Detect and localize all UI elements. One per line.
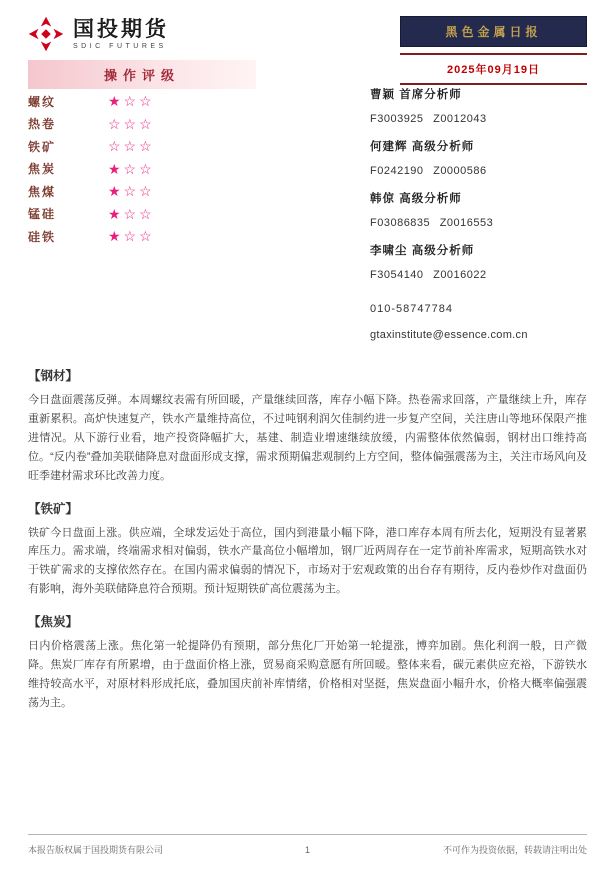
commodity-label: 热卷: [28, 117, 57, 132]
section-iron-ore: [28, 499, 587, 600]
star-rating: ★☆☆: [108, 183, 155, 200]
analysts-panel: [370, 86, 590, 341]
brand-logo: [28, 16, 169, 52]
page-footer: [28, 834, 587, 856]
brand-subtitle: SDIC FUTURES: [73, 43, 167, 51]
commodity-label: 焦炭: [28, 162, 57, 177]
star-rating: ★☆☆: [108, 93, 155, 110]
brand-name: 国投期货: [73, 17, 169, 41]
footer-page-number: 1: [304, 844, 311, 855]
star-rating: ★☆☆: [108, 205, 155, 222]
star-rating: ★☆☆: [108, 228, 155, 245]
rating-row: [28, 136, 256, 157]
brand-text: [73, 18, 169, 50]
section-heading: 【焦炭】: [28, 615, 79, 630]
ratings-panel: [28, 60, 256, 247]
analyst-name: 韩倞 高级分析师: [370, 193, 462, 205]
rating-row: [28, 181, 256, 202]
rating-row: [28, 204, 256, 225]
ratings-title: 操作评级: [28, 60, 256, 89]
commodity-label: 铁矿: [28, 139, 57, 154]
report-header: [400, 16, 587, 85]
contact-email: gtaxinstitute@essence.com.cn: [370, 329, 528, 341]
report-body: [28, 366, 587, 726]
report-date-box: [400, 53, 587, 85]
analyst-codes: F03086835 Z0016553: [370, 217, 494, 229]
analyst-name: 李啸尘 高级分析师: [370, 245, 475, 257]
analyst-codes: F0242190 Z0000586: [370, 165, 487, 177]
commodity-label: 焦煤: [28, 184, 57, 199]
footer-copyright: 本报告版权属于国投期货有限公司: [28, 845, 164, 855]
rating-row: [28, 226, 256, 247]
section-heading: 【铁矿】: [28, 501, 79, 516]
section-heading: 【钢材】: [28, 369, 79, 383]
report-date: 2025年09月19日: [447, 64, 540, 76]
rating-row: [28, 114, 256, 135]
star-rating: ★☆☆: [108, 160, 155, 177]
report-title-banner: 黑色金属日报: [400, 16, 587, 47]
star-rating: ☆☆☆: [108, 115, 155, 132]
analyst-entry: [370, 138, 590, 177]
footer-disclaimer: 不可作为投资依据，转载请注明出处: [442, 845, 587, 855]
section-steel: [28, 366, 587, 486]
section-body: 今日盘面震荡反弹。本周螺纹表需有所回暖，产量继续回落，库存小幅下降。热卷需求回落，产量继续上升，库存重新累积。高炉快速复产，铁水产量维持高位，不过吨钢利润欠佳制约进一步复产空间，关注唐山等地环保限产推进情况。从下游行业看，地产投资降幅扩大，基建、制造业增速继续放缓，内需整体依然偏弱，钢材出口维持高位。“反内卷”叠加美联储降息对盘面形成支撑，需求预期偏悲观制约上方空间，整体偏强震荡为主，关注市场风向及旺季建材需求环比改善力度。: [28, 394, 587, 482]
commodity-label: 螺纹: [28, 94, 57, 109]
analyst-entry: [370, 190, 590, 229]
analyst-codes: F3054140 Z0016022: [370, 269, 487, 281]
analyst-codes: F3003925 Z0012043: [370, 113, 487, 125]
analyst-name: 曹颖 首席分析师: [370, 89, 462, 101]
section-body: 日内价格震荡上涨。焦化第一轮提降仍有预期，部分焦化厂开始第一轮提涨，博弈加剧。焦化利润一般，日产微降。焦炭厂库存有所累增，由于盘面价格上涨，贸易商采购意愿有所回暖。整体来看，碳元素供应充裕，下游铁水维持较高水平，对原材料形成托底，叠加国庆前补库情绪，价格相对坚挺，焦炭盘面小幅升水，价格大概率偏强震荡为主。: [28, 640, 587, 709]
rating-row: [28, 159, 256, 180]
section-body: 铁矿今日盘面上涨。供应端，全球发运处于高位，国内到港量小幅下降，港口库存本周有所去化，短期没有显著累库压力。需求端，终端需求相对偏弱，铁水产量高位小幅增加，钢厂近两周存在一定节前补库需求，短期高铁水对于铁矿需求的支撑依然存在。在国内需求偏弱的情况下，市场对于宏观政策的出台存有期待，反内卷炒作对盘面仍有影响，海外美联储降息符合预期。预计短期铁矿高位震荡为主。: [28, 526, 587, 596]
rating-row: [28, 91, 256, 112]
analyst-name: 何建辉 高级分析师: [370, 141, 475, 153]
commodity-label: 锰硅: [28, 207, 57, 222]
star-rating: ☆☆☆: [108, 138, 155, 155]
section-coke: [28, 612, 587, 713]
analyst-entry: [370, 86, 590, 125]
contact-phone: 010-58747784: [370, 303, 453, 315]
analyst-entry: [370, 242, 590, 281]
commodity-label: 硅铁: [28, 229, 57, 244]
sdic-logo-icon: [28, 16, 64, 52]
